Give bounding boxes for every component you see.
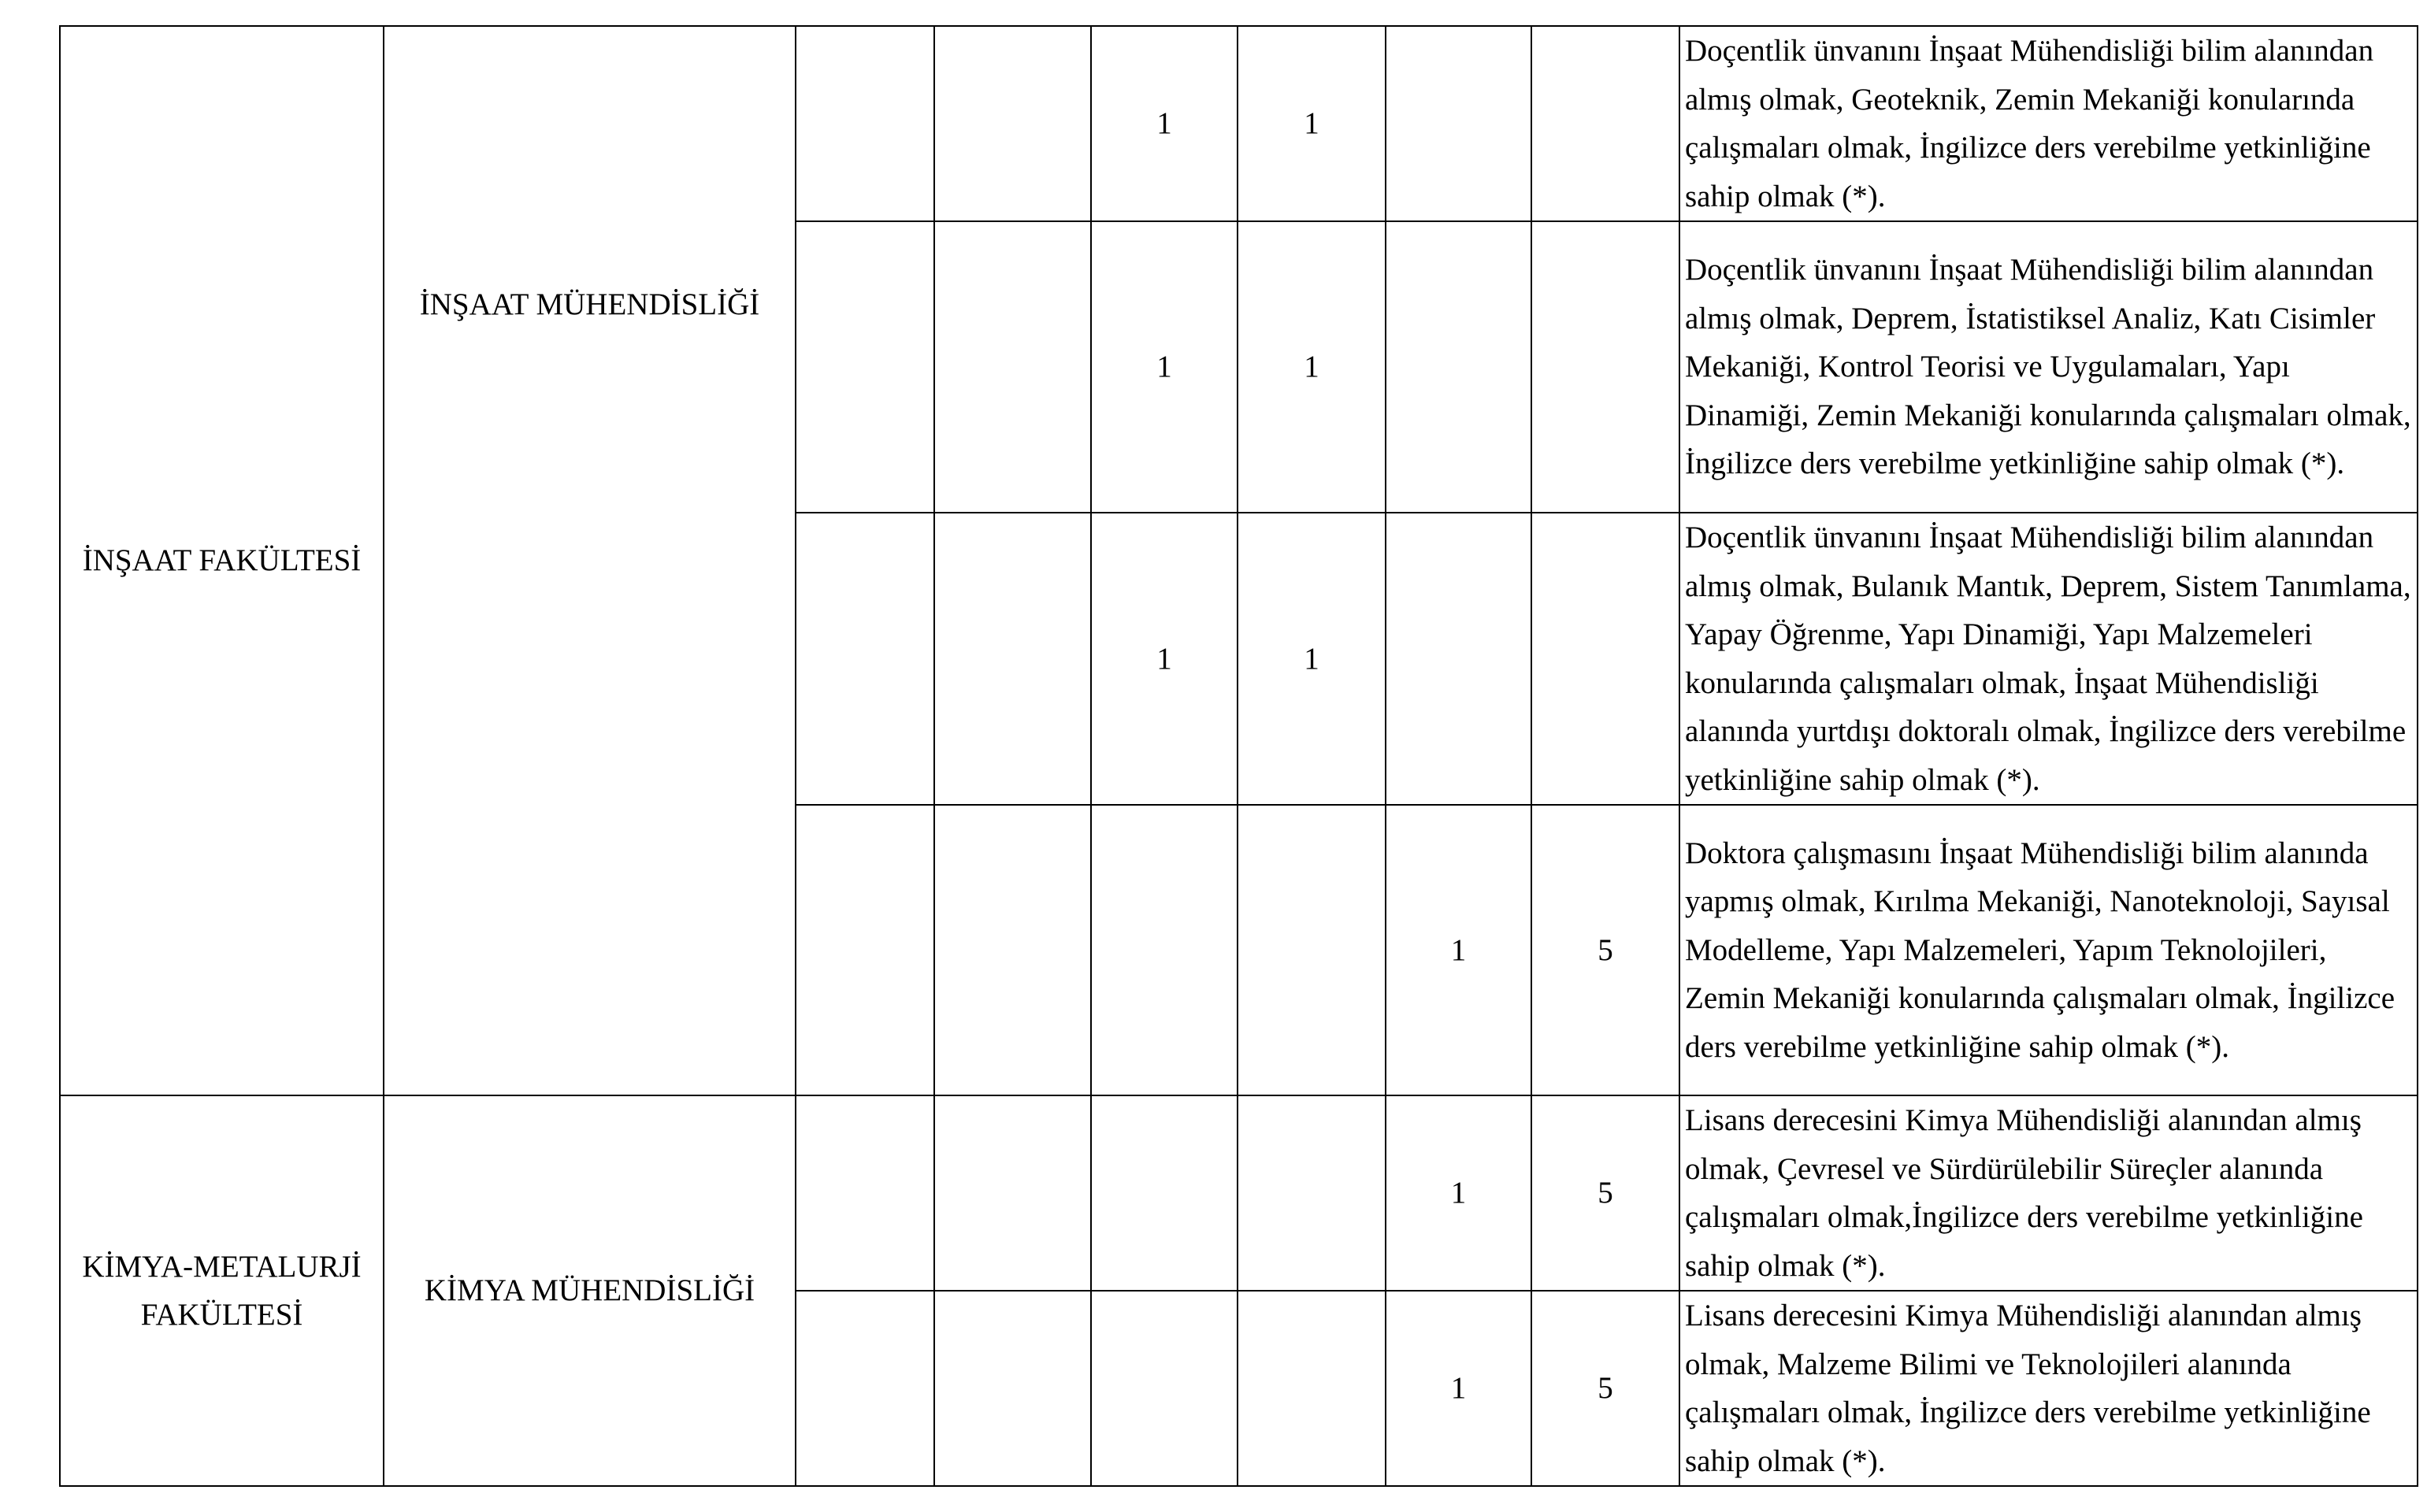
requirement-text: Doktora çalışmasını İnşaat Mühendisliği bilim alanında yapmış olmak, Kırılma Mekaniği, Nanoteknoloji, Sayısal Modelleme, Yapı Malzemeleri, Yapım Teknolojileri, Zemin Mekaniği konularında çalışmaları olmak, İngilizce ders verebilme yetkinliğine sahip olmak (*). [1679, 805, 2418, 1095]
department-cell: KİMYA MÜHENDİSLİĞİ [384, 1095, 796, 1486]
empty-cell [796, 513, 934, 805]
count-cell [1238, 1095, 1386, 1291]
count-cell: 5 [1531, 805, 1679, 1095]
empty-cell [934, 1291, 1091, 1486]
count-cell: 1 [1091, 513, 1238, 805]
faculty-cell: İNŞAAT FAKÜLTESİ [60, 26, 384, 1095]
count-cell: 1 [1091, 26, 1238, 221]
count-cell: 1 [1238, 26, 1386, 221]
table-row [60, 1095, 2418, 1291]
requirement-text: Lisans derecesini Kimya Mühendisliği alanından almış olmak, Çevresel ve Sürdürülebilir Süreçler alanında çalışmaları olmak,İngilizce ders verebilme yetkinliğine sahip olmak (*). [1679, 1095, 2418, 1291]
count-cell [1091, 1291, 1238, 1486]
empty-cell [796, 1095, 934, 1291]
empty-cell [796, 805, 934, 1095]
requirement-text: Doçentlik ünvanını İnşaat Mühendisliği bilim alanından almış olmak, Geoteknik, Zemin Mekaniği konularında çalışmaları olmak, İngilizce ders verebilme yetkinliğine sahip olmak (*). [1679, 26, 2418, 221]
count-cell: 5 [1531, 1095, 1679, 1291]
empty-cell [796, 26, 934, 221]
count-cell: 1 [1238, 513, 1386, 805]
empty-cell [796, 1291, 934, 1486]
count-cell: 5 [1531, 1291, 1679, 1486]
empty-cell [796, 221, 934, 513]
empty-cell [934, 513, 1091, 805]
count-cell [1531, 26, 1679, 221]
count-cell [1386, 513, 1531, 805]
requirement-text: Doçentlik ünvanını İnşaat Mühendisliği bilim alanından almış olmak, Deprem, İstatistiksel Analiz, Katı Cisimler Mekaniği, Kontrol Teorisi ve Uygulamaları, Yapı Dinamiği, Zemin Mekaniği konularında çalışmaları olmak, İngilizce ders verebilme yetkinliğine sahip olmak (*). [1679, 221, 2418, 513]
count-cell [1091, 805, 1238, 1095]
requirement-text: Lisans derecesini Kimya Mühendisliği alanından almış olmak, Malzeme Bilimi ve Teknolojileri alanında çalışmaları olmak, İngilizce ders verebilme yetkinliğine sahip olmak (*). [1679, 1291, 2418, 1486]
count-cell: 1 [1386, 1095, 1531, 1291]
department-cell: İNŞAAT MÜHENDİSLİĞİ [384, 26, 796, 1095]
count-cell [1386, 221, 1531, 513]
count-cell: 1 [1091, 221, 1238, 513]
count-cell [1091, 1095, 1238, 1291]
count-cell: 1 [1386, 1291, 1531, 1486]
positions-table [59, 25, 2418, 1487]
empty-cell [934, 1095, 1091, 1291]
empty-cell [934, 805, 1091, 1095]
requirement-text: Doçentlik ünvanını İnşaat Mühendisliği bilim alanından almış olmak, Bulanık Mantık, Deprem, Sistem Tanımlama, Yapay Öğrenme, Yapı Dinamiği, Yapı Malzemeleri konularında çalışmaları olmak, İnşaat Mühendisliği alanında yurtdışı doktoralı olmak, İngilizce ders verebilme yetkinliğine sahip olmak (*). [1679, 513, 2418, 805]
count-cell [1531, 221, 1679, 513]
count-cell: 1 [1386, 805, 1531, 1095]
empty-cell [934, 221, 1091, 513]
empty-cell [934, 26, 1091, 221]
count-cell: 1 [1238, 221, 1386, 513]
count-cell [1531, 513, 1679, 805]
count-cell [1238, 805, 1386, 1095]
table-row [60, 26, 2418, 221]
faculty-cell: KİMYA-METALURJİ FAKÜLTESİ [60, 1095, 384, 1486]
count-cell [1386, 26, 1531, 221]
count-cell [1238, 1291, 1386, 1486]
